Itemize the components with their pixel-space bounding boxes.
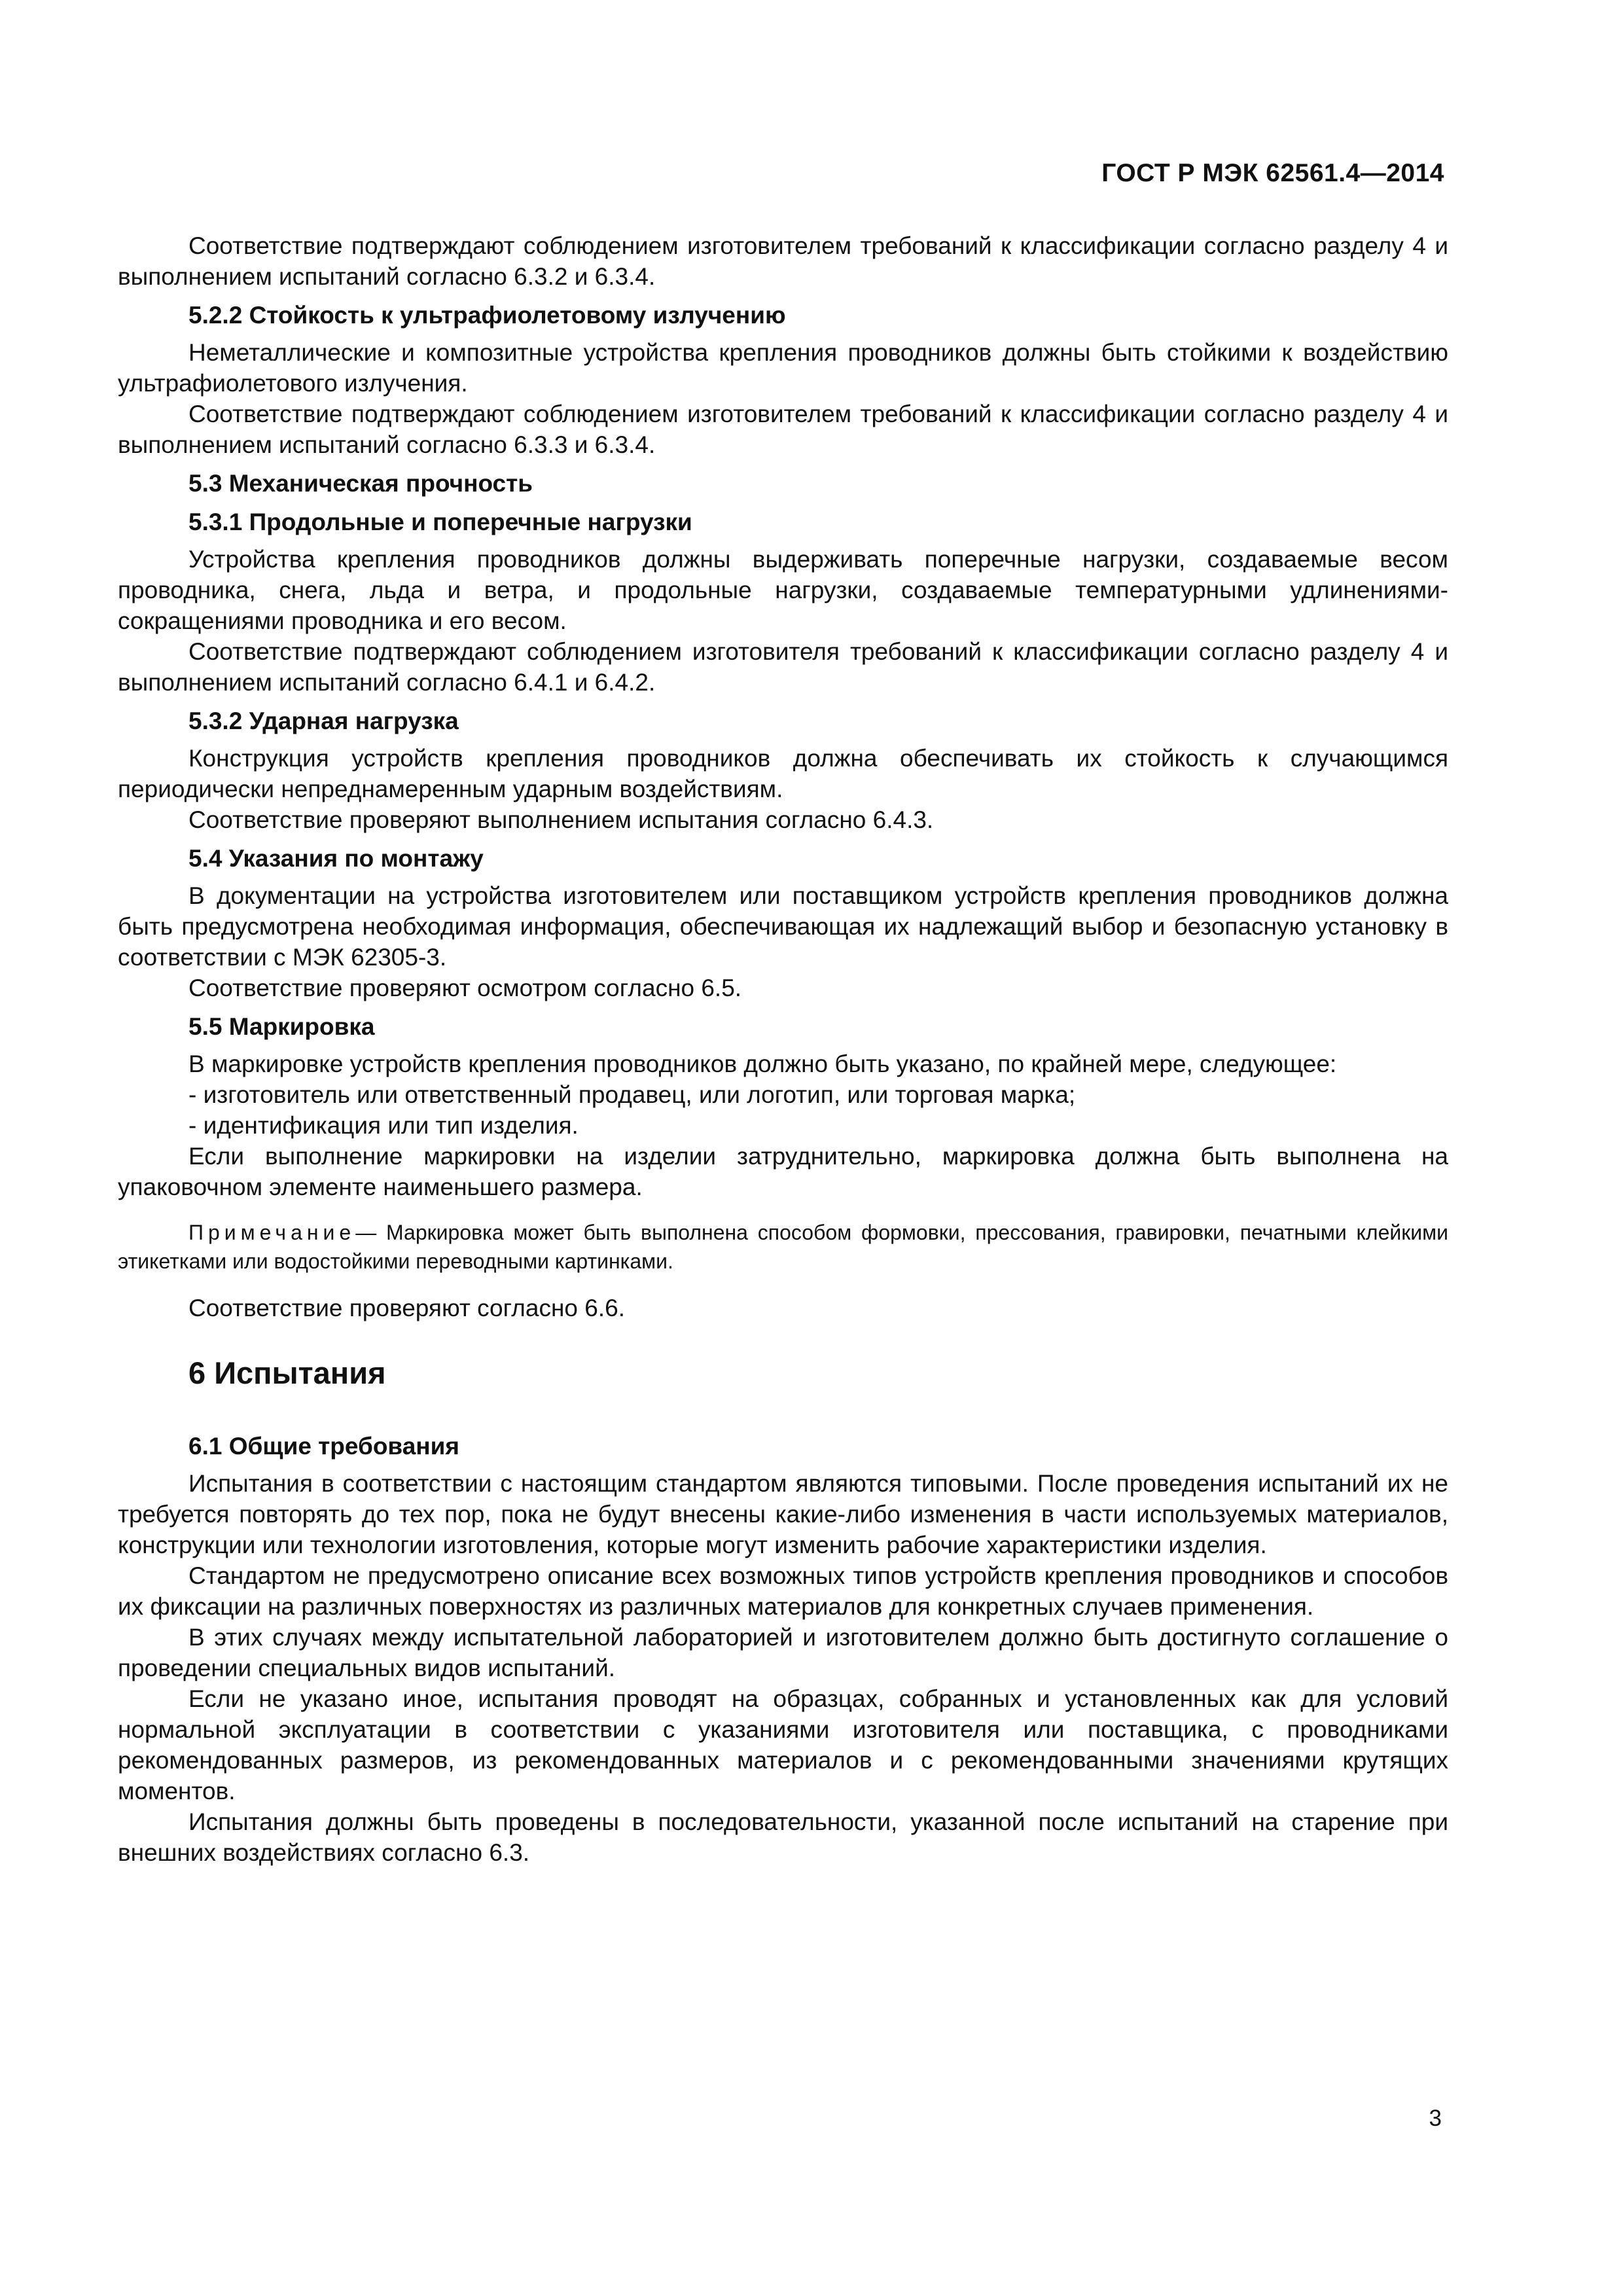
section-heading: 6.1 Общие требования [188,1433,459,1460]
chapter-heading: 6 Испытания [188,1355,386,1390]
paragraph: Стандартом не предусмотрено описание всех возможных типов устройств крепления проводников и способов их фиксации на различных поверхностях из различных материалов для конкретных случаев применения. [118,1562,1448,1620]
paragraph: Соответствие подтверждают соблюдением изготовителем требований к классификации согласно разделу 4 и выполнением испытаний согласно 6.3.3 и 6.3.4. [118,401,1448,458]
paragraph: В этих случаях между испытательной лабораторией и изготовителем должно быть достигнуто соглашение о проведении специальных видов испытаний. [118,1624,1448,1681]
list-item: - идентификация или тип изделия. [188,1112,579,1139]
note [118,1218,1448,1276]
paragraph: Если не указано иное, испытания проводят на образцах, собранных и установленных как для условий нормальной эксплуатации в соответствии с указаниями изготовителя или поставщика, с проводниками рекомендованных размеров, из рекомендованных материалов и с рекомендованными значениями крутящих моментов. [118,1685,1448,1804]
paragraph: Соответствие проверяют осмотром согласно 6.5. [188,975,742,1001]
page-number: 3 [1429,2106,1442,2131]
paragraph: В маркировке устройств крепления проводников должно быть указано, по крайней мере, следующее: [188,1050,1337,1077]
paragraph: Соответствие подтверждают соблюдением изготовителем требований к классификации согласно разделу 4 и выполнением испытаний согласно 6.3.2 и 6.3.4. [118,232,1448,290]
section-heading: 5.5 Маркировка [188,1013,375,1040]
list-item: - изготовитель или ответственный продавец, или логотип, или торговая марка; [188,1081,1076,1108]
section-heading: 5.4 Указания по монтажу [188,845,484,872]
paragraph: Неметаллические и композитные устройства крепления проводников должны быть стойкими к воздействию ультрафиолетового излучения. [118,339,1448,397]
note-text: — Маркировка может быть выполнена способом формовки, прессования, гравировки, печатными клейкими этикетками или водостойкими переводными картинками. [118,1221,1448,1273]
document-code: ГОСТ Р МЭК 62561.4—2014 [1101,159,1444,187]
section-heading: 5.3 Механическая прочность [188,470,533,497]
paragraph: Испытания в соответствии с настоящим стандартом являются типовыми. После проведения испытаний их не требуется повторять до тех пор, пока не будут внесены какие-либо изменения в части используемых материалов, конструкции или технологии изготовления, которые могут изменить рабочие характеристики изделия. [118,1470,1448,1558]
paragraph: Если выполнение маркировки на изделии затруднительно, маркировка должна быть выполнена на упаковочном элементе наименьшего размера. [118,1143,1448,1200]
paragraph: Устройства крепления проводников должны выдерживать поперечные нагрузки, создаваемые весом проводника, снега, льда и ветра, и продольные нагрузки, создаваемые температурными удлинениями-сокращениями проводника и его весом. [118,546,1448,634]
note-label: Примечание [188,1221,356,1244]
section-heading: 5.3.2 Ударная нагрузка [188,708,459,734]
paragraph: Соответствие проверяют согласно 6.6. [188,1295,625,1321]
section-heading: 5.3.1 Продольные и поперечные нагрузки [188,509,692,535]
document-body [118,230,1448,1868]
section-heading: 5.2.2 Стойкость к ультрафиолетовому излучению [188,302,786,329]
paragraph: Соответствие проверяют выполнением испытания согласно 6.4.3. [188,806,934,833]
paragraph: Конструкция устройств крепления проводников должна обеспечивать их стойкость к случающимся периодически непреднамеренным ударным воздействиям. [118,745,1448,802]
paragraph: Соответствие подтверждают соблюдением изготовителя требований к классификации согласно разделу 4 и выполнением испытаний согласно 6.4.1 и 6.4.2. [118,638,1448,696]
paragraph: Испытания должны быть проведены в последовательности, указанной после испытаний на старение при внешних воздействиях согласно 6.3. [118,1808,1448,1866]
paragraph: В документации на устройства изготовителем или поставщиком устройств крепления проводников должна быть предусмотрена необходимая информация, обеспечивающая их надлежащий выбор и безопасную установку в соответствии с МЭК 62305-3. [118,882,1448,971]
